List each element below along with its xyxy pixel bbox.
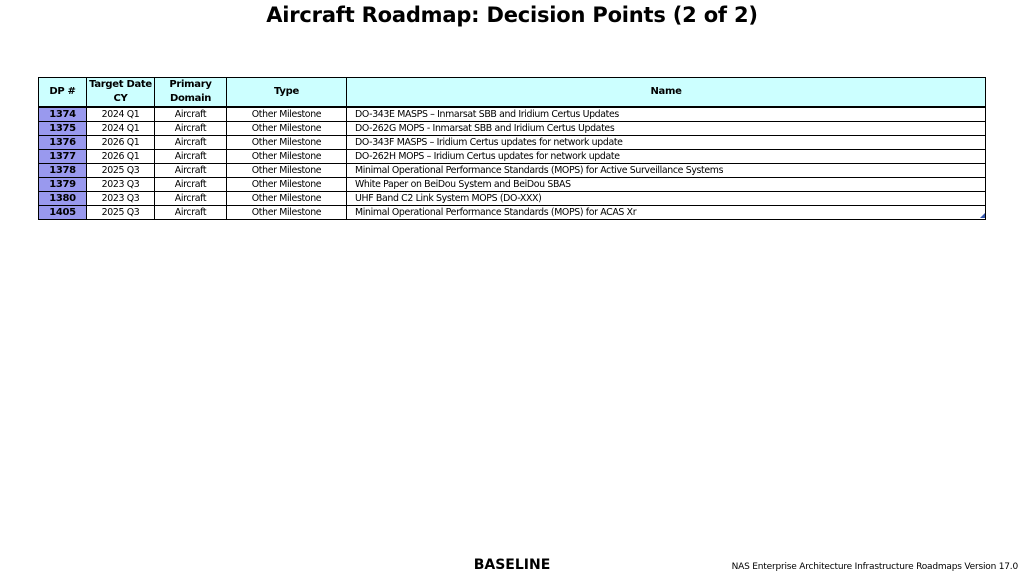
dp-number-cell: 1379 bbox=[39, 178, 87, 192]
type-cell: Other Milestone bbox=[227, 178, 347, 192]
target-date-cell: 2025 Q3 bbox=[87, 164, 155, 178]
type-cell: Other Milestone bbox=[227, 206, 347, 220]
target-date-cell: 2023 Q3 bbox=[87, 192, 155, 206]
name-cell: Minimal Operational Performance Standards (MOPS) for ACAS Xr bbox=[347, 206, 986, 220]
type-cell: Other Milestone bbox=[227, 192, 347, 206]
name-cell: DO-262H MOPS – Iridium Certus updates for network update bbox=[347, 150, 986, 164]
domain-cell: Aircraft bbox=[155, 192, 227, 206]
domain-cell: Aircraft bbox=[155, 107, 227, 122]
domain-cell: Aircraft bbox=[155, 122, 227, 136]
name-cell: UHF Band C2 Link System MOPS (DO-XXX) bbox=[347, 192, 986, 206]
domain-cell: Aircraft bbox=[155, 164, 227, 178]
header-type: Type bbox=[227, 78, 347, 108]
name-cell: DO-343E MASPS – Inmarsat SBB and Iridium Certus Updates bbox=[347, 107, 986, 122]
name-cell: White Paper on BeiDou System and BeiDou SBAS bbox=[347, 178, 986, 192]
type-cell: Other Milestone bbox=[227, 150, 347, 164]
domain-cell: Aircraft bbox=[155, 150, 227, 164]
dp-number-cell: 1378 bbox=[39, 164, 87, 178]
name-cell: DO-343F MASPS – Iridium Certus updates for network update bbox=[347, 136, 986, 150]
target-date-cell: 2023 Q3 bbox=[87, 178, 155, 192]
target-date-cell: 2025 Q3 bbox=[87, 206, 155, 220]
type-cell: Other Milestone bbox=[227, 136, 347, 150]
target-date-cell: 2026 Q1 bbox=[87, 136, 155, 150]
dp-number-cell: 1380 bbox=[39, 192, 87, 206]
baseline-label: BASELINE bbox=[473, 557, 551, 573]
table-resize-handle[interactable] bbox=[980, 213, 985, 218]
table-row bbox=[39, 122, 986, 136]
dp-number-cell: 1376 bbox=[39, 136, 87, 150]
domain-cell: Aircraft bbox=[155, 178, 227, 192]
header-primary-domain bbox=[155, 78, 227, 108]
table-row bbox=[39, 192, 986, 206]
type-cell: Other Milestone bbox=[227, 107, 347, 122]
dp-number-cell: 1374 bbox=[39, 107, 87, 122]
type-cell: Other Milestone bbox=[227, 122, 347, 136]
target-date-cell: 2024 Q1 bbox=[87, 122, 155, 136]
header-target-date bbox=[87, 78, 155, 108]
domain-cell: Aircraft bbox=[155, 206, 227, 220]
header-primary-domain-line2: Domain bbox=[169, 93, 212, 104]
name-cell: DO-262G MOPS - Inmarsat SBB and Iridium Certus Updates bbox=[347, 122, 986, 136]
table-row bbox=[39, 206, 986, 220]
name-cell: Minimal Operational Performance Standards (MOPS) for Active Surveillance Systems bbox=[347, 164, 986, 178]
decision-points-table bbox=[38, 77, 986, 220]
table-row bbox=[39, 150, 986, 164]
type-cell: Other Milestone bbox=[227, 164, 347, 178]
dp-number-cell: 1405 bbox=[39, 206, 87, 220]
table-row bbox=[39, 136, 986, 150]
version-footer: NAS Enterprise Architecture Infrastructure Roadmaps Version 17.0 bbox=[731, 562, 1018, 572]
header-target-date-line2: CY bbox=[113, 93, 128, 104]
header-target-date-line1: Target Date bbox=[89, 79, 152, 90]
target-date-cell: 2026 Q1 bbox=[87, 150, 155, 164]
table-header-row bbox=[39, 78, 986, 108]
domain-cell: Aircraft bbox=[155, 136, 227, 150]
dp-number-cell: 1377 bbox=[39, 150, 87, 164]
dp-number-cell: 1375 bbox=[39, 122, 87, 136]
table-row bbox=[39, 107, 986, 122]
target-date-cell: 2024 Q1 bbox=[87, 107, 155, 122]
header-name: Name bbox=[347, 78, 986, 108]
header-primary-domain-line1: Primary bbox=[169, 79, 212, 90]
page-title: Aircraft Roadmap: Decision Points (2 of 2) bbox=[266, 3, 758, 27]
header-dp-number: DP # bbox=[39, 78, 87, 108]
table-row bbox=[39, 164, 986, 178]
table-row bbox=[39, 178, 986, 192]
